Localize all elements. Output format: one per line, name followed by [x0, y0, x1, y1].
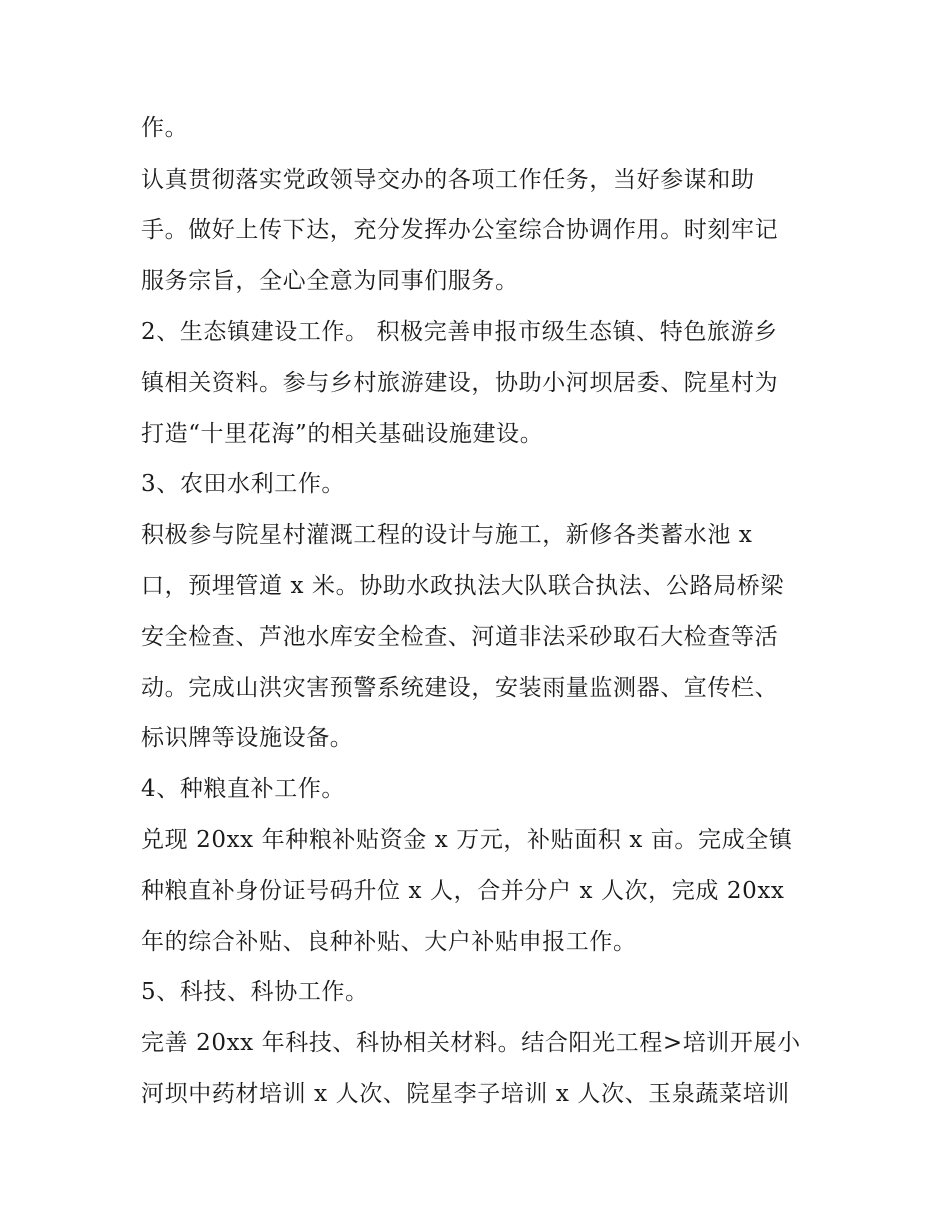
text-line: 镇相关资料。参与乡村旅游建设，协助小河坝居委、院星村为 — [141, 370, 779, 396]
text-line: 完善 20xx 年科技、科协相关材料。结合阳光工程>培训开展小 — [141, 1030, 801, 1056]
text-line: 安全检查、芦池水库安全检查、河道非法采砂取石大检查等活 — [141, 624, 779, 650]
text-line: 标识牌等设施设备。 — [141, 725, 354, 751]
text-line: 年的综合补贴、良种补贴、大户补贴申报工作。 — [141, 929, 637, 955]
text-line: 动。完成山洪灾害预警系统建设，安装雨量监测器、宣传栏、 — [141, 675, 779, 701]
text-line: 打造“十里花海”的相关基础设施建设。 — [141, 421, 544, 447]
text-line: 4、种粮直补工作。 — [141, 776, 346, 802]
text-line: 作。 — [141, 115, 189, 141]
text-line: 2、生态镇建设工作。 积极完善申报市级生态镇、特色旅游乡 — [141, 319, 778, 345]
text-line: 河坝中药材培训 x 人次、院星李子培训 x 人次、玉泉蔬菜培训 — [141, 1081, 790, 1107]
text-line: 口，预埋管道 x 米。协助水政执法大队联合执法、公路局桥梁 — [141, 573, 784, 599]
text-line: 兑现 20xx 年种粮补贴资金 x 万元，补贴面积 x 亩。完成全镇 — [141, 827, 793, 853]
text-line: 3、农田水利工作。 — [141, 471, 346, 497]
text-line: 种粮直补身份证号码升位 x 人，合并分户 x 人次，完成 20xx — [141, 878, 785, 904]
text-line: 服务宗旨，全心全意为同事们服务。 — [141, 268, 519, 294]
text-line: 认真贯彻落实党政领导交办的各项工作任务，当好参谋和助 — [141, 167, 755, 193]
text-line: 积极参与院星村灌溉工程的设计与施工，新修各类蓄水池 x — [141, 522, 753, 548]
text-line: 手。做好上传下达，充分发挥办公室综合协调作用。时刻牢记 — [141, 217, 779, 243]
text-line: 5、科技、科协工作。 — [141, 979, 369, 1005]
